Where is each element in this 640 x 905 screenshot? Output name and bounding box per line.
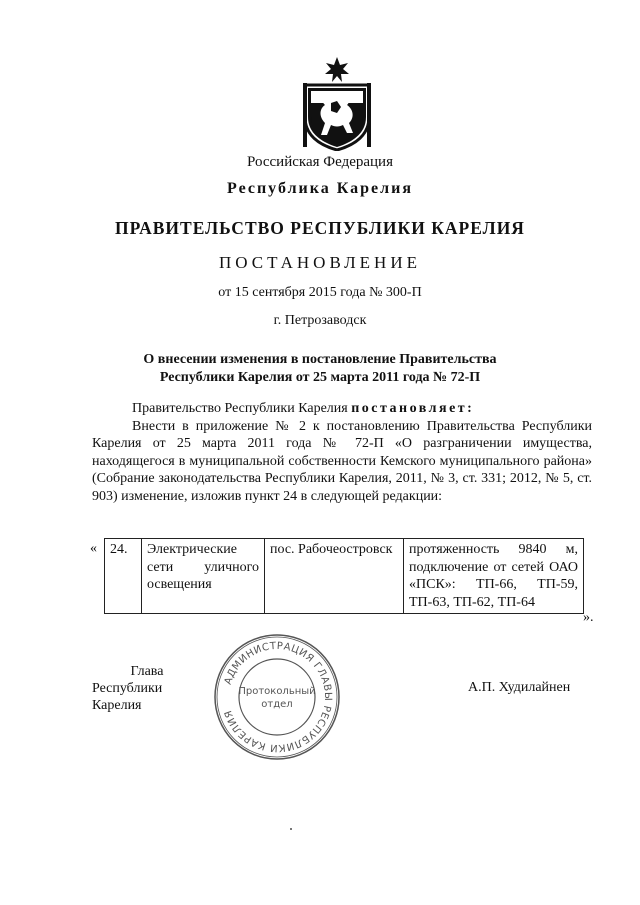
signatory-title-line-2: Республики Карелия — [92, 681, 163, 713]
amendment-table — [104, 538, 584, 614]
document-city: г. Петрозаводск — [273, 313, 367, 328]
property-location: пос. Рабочеостровск — [265, 539, 404, 614]
amendment-close-quote: ». — [583, 610, 594, 625]
republic-name: Республика Карелия — [227, 180, 413, 197]
document-type: ПОСТАНОВЛЕНИЕ — [218, 253, 421, 272]
resolution-lead-text: Правительство Республики Карелия — [132, 401, 352, 416]
row-number: 24. — [105, 539, 142, 614]
subject-line-2: Республики Карелия от 25 марта 2011 года № 72-П — [159, 370, 481, 385]
subject-line-1: О внесении изменения в постановление Правительства — [143, 352, 497, 367]
stamp-ring-text: АДМИНИСТРАЦИЯ ГЛАВЫ РЕСПУБЛИКИ КАРЕЛИЯ — [222, 640, 334, 754]
official-stamp — [212, 632, 342, 762]
document-subject — [0, 351, 640, 387]
stamp-center-line-1: Протокольный — [238, 686, 316, 697]
government-title: ПРАВИТЕЛЬСТВО РЕСПУБЛИКИ КАРЕЛИЯ — [115, 218, 525, 238]
resolution-paragraph: Внести в приложение № 2 к постановлению Правительства Республики Карелия от 25 марта 2011 года № 72-П «О разграничении имущества, находящегося в муниципальной собственности Кемского муниципального района» (Собрание законодательства Республики Карелия, 2011, № 3, ст. 331; 2012, № 5, ст. 903) изменение, изложив пункт 24 в следующей редакции: — [92, 418, 592, 504]
document-date-number: от 15 сентября 2015 года № 300-П — [218, 285, 422, 300]
country-name: Российская Федерация — [247, 154, 393, 170]
signatory-title-line-1: Глава — [130, 664, 164, 679]
table-row — [105, 539, 584, 614]
resolves-word: постановляет: — [351, 401, 475, 416]
stamp-center-line-2: отдел — [261, 699, 293, 710]
property-details: протяженность 9840 м, подключение от сетей ОАО «ПСК»: ТП-66, ТП-59, ТП-63, ТП-62, ТП-64 — [404, 539, 584, 614]
signatory-title — [92, 663, 212, 714]
property-name: Электрические сети уличного освещения — [142, 539, 265, 614]
amendment-open-quote: « — [90, 541, 97, 556]
scan-speck — [290, 828, 292, 830]
document-body — [92, 400, 592, 505]
resolution-lead — [92, 400, 592, 418]
signatory-name: А.П. Худилайнен — [468, 680, 571, 695]
coat-of-arms-icon — [297, 55, 377, 151]
